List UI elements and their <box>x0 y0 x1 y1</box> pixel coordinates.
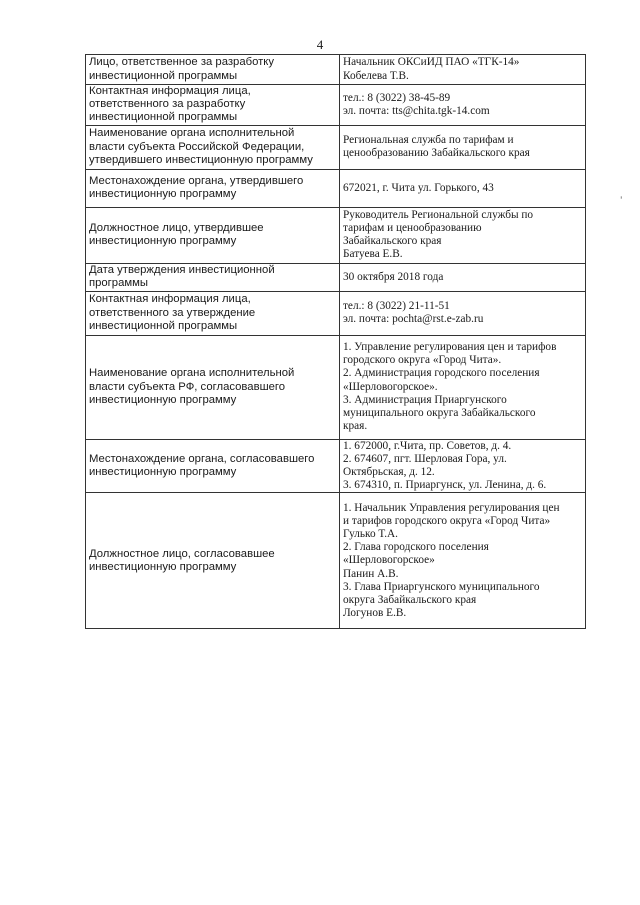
value-text-line: городского округа «Город Чита». <box>343 354 502 367</box>
label-text-line: инвестиционной программы <box>89 69 238 82</box>
label-text-line: программы <box>89 277 149 290</box>
label-text-line: инвестиционную программу <box>89 560 237 573</box>
value-text-line: Руководитель Региональной службы по <box>343 208 534 221</box>
row-label-cell <box>86 85 340 126</box>
label-text-line: Лицо, ответственное за разработку <box>89 56 275 69</box>
value-text-line: Октябрьская, д. 12. <box>343 466 435 479</box>
value-text-line: Гулько Т.А. <box>343 527 399 540</box>
value-text-line: 2. Администрация городского поселения <box>343 367 540 380</box>
label-text-line: Наименование органа исполнительной <box>89 127 295 140</box>
row-label-cell <box>86 291 340 335</box>
value-text-line: эл. почта: pochta@rst.e-zab.ru <box>343 313 484 326</box>
table-row <box>86 291 586 335</box>
value-text-line: Батуева Е.В. <box>343 248 403 261</box>
label-text-line: инвестиционную программу <box>89 466 237 479</box>
row-value-cell <box>340 335 586 439</box>
row-label-cell <box>86 335 340 439</box>
label-text-line: Местонахождение органа, согласовавшего <box>89 452 315 465</box>
value-text-line: 2. 674607, пгт. Шерловая Гора, ул. <box>343 452 507 465</box>
value-text-line: эл. почта: tts@chita.tgk-14.com <box>343 104 490 117</box>
table-row <box>86 169 586 207</box>
value-text-line: Региональная служба по тарифам и <box>343 133 514 146</box>
value-text-line: 672021, г. Чита ул. Горького, 43 <box>343 181 494 194</box>
label-text-line: Контактная информация лица, <box>89 85 251 97</box>
label-text-line: Должностное лицо, утвердившее <box>89 221 264 234</box>
value-text-line: 2. Глава городского поселения <box>343 541 489 554</box>
value-text-line: тел.: 8 (3022) 38-45-89 <box>343 91 451 104</box>
row-label-cell <box>86 439 340 493</box>
value-text-line: тарифам и ценообразованию <box>343 221 482 234</box>
value-text-line: 1. Начальник Управления регулирования цен <box>343 501 560 514</box>
row-value-cell <box>340 85 586 126</box>
value-text-line: тел.: 8 (3022) 21-11-51 <box>343 299 450 312</box>
value-text-line: 30 октября 2018 года <box>343 270 444 283</box>
label-text-line: инвестиционной программы <box>89 111 238 124</box>
label-text-line: утвердившего инвестиционную программу <box>89 153 313 166</box>
label-text-line: инвестиционную программу <box>89 393 237 406</box>
label-text-line: власти субъекта Российской Федерации, <box>89 140 305 153</box>
value-text-line: 3. 674310, п. Приаргунск, ул. Ленина, д. 6. <box>343 479 547 492</box>
label-text-line: Дата утверждения инвестиционной <box>89 263 275 276</box>
value-text-line: Логунов Е.В. <box>343 607 407 620</box>
row-label-cell <box>86 55 340 85</box>
table-row <box>86 85 586 126</box>
margin-mark: - <box>617 196 627 199</box>
row-value-cell <box>340 169 586 207</box>
table-row <box>86 55 586 85</box>
value-text-line: 1. Управление регулирования цен и тарифов <box>343 340 557 353</box>
table-row <box>86 439 586 493</box>
table-row <box>86 263 586 291</box>
label-text-line: Контактная информация лица, <box>89 293 251 306</box>
label-text-line: инвестиционную программу <box>89 188 237 201</box>
row-label-cell <box>86 125 340 169</box>
value-text-line: 3. Администрация Приаргунского <box>343 393 507 406</box>
label-text-line: Должностное лицо, согласовавшее <box>89 547 275 560</box>
label-text-line: власти субъекта РФ, согласовавшего <box>89 380 286 393</box>
label-text-line: Наименование органа исполнительной <box>89 367 295 380</box>
row-value-cell <box>340 125 586 169</box>
value-text-line: ценообразованию Забайкальского края <box>343 147 530 160</box>
row-value-cell <box>340 207 586 263</box>
page-number: 4 <box>316 37 324 52</box>
row-label-cell <box>86 169 340 207</box>
row-value-cell <box>340 291 586 335</box>
table-row <box>86 125 586 169</box>
row-value-cell <box>340 493 586 629</box>
row-label-cell <box>86 263 340 291</box>
table-row <box>86 493 586 629</box>
table-row <box>86 335 586 439</box>
value-text-line: 1. 672000, г.Чита, пр. Советов, д. 4. <box>343 439 512 452</box>
row-value-cell <box>340 263 586 291</box>
value-text-line: и тарифов городского округа «Город Чита» <box>343 514 551 527</box>
investment-program-info-table <box>85 54 586 629</box>
table-row <box>86 207 586 263</box>
value-text-line: Забайкальского края <box>343 235 442 248</box>
label-text-line: ответственного за утверждение <box>89 306 256 319</box>
value-text-line: Панин А.В. <box>343 567 399 580</box>
label-text-line: Местонахождение органа, утвердившего <box>89 174 304 187</box>
row-label-cell <box>86 207 340 263</box>
value-text-line: края. <box>343 420 368 433</box>
label-text-line: инвестиционной программы <box>89 319 238 332</box>
value-text-line: округа Забайкальского края <box>343 593 477 606</box>
row-value-cell <box>340 439 586 493</box>
row-value-cell <box>340 55 586 85</box>
value-text-line: 3. Глава Приаргунского муниципального <box>343 580 540 593</box>
table-body <box>86 55 586 629</box>
value-text-line: Кобелева Т.В. <box>343 69 409 82</box>
label-text-line: инвестиционную программу <box>89 235 237 248</box>
label-text-line: ответственного за разработку <box>89 98 246 111</box>
value-text-line: «Шерловогорское». <box>343 380 438 393</box>
value-text-line: Начальник ОКСиИД ПАО «ТГК-14» <box>343 56 520 69</box>
value-text-line: муниципального округа Забайкальского <box>343 406 536 419</box>
value-text-line: «Шерловогорское» <box>343 554 435 567</box>
row-label-cell <box>86 493 340 629</box>
